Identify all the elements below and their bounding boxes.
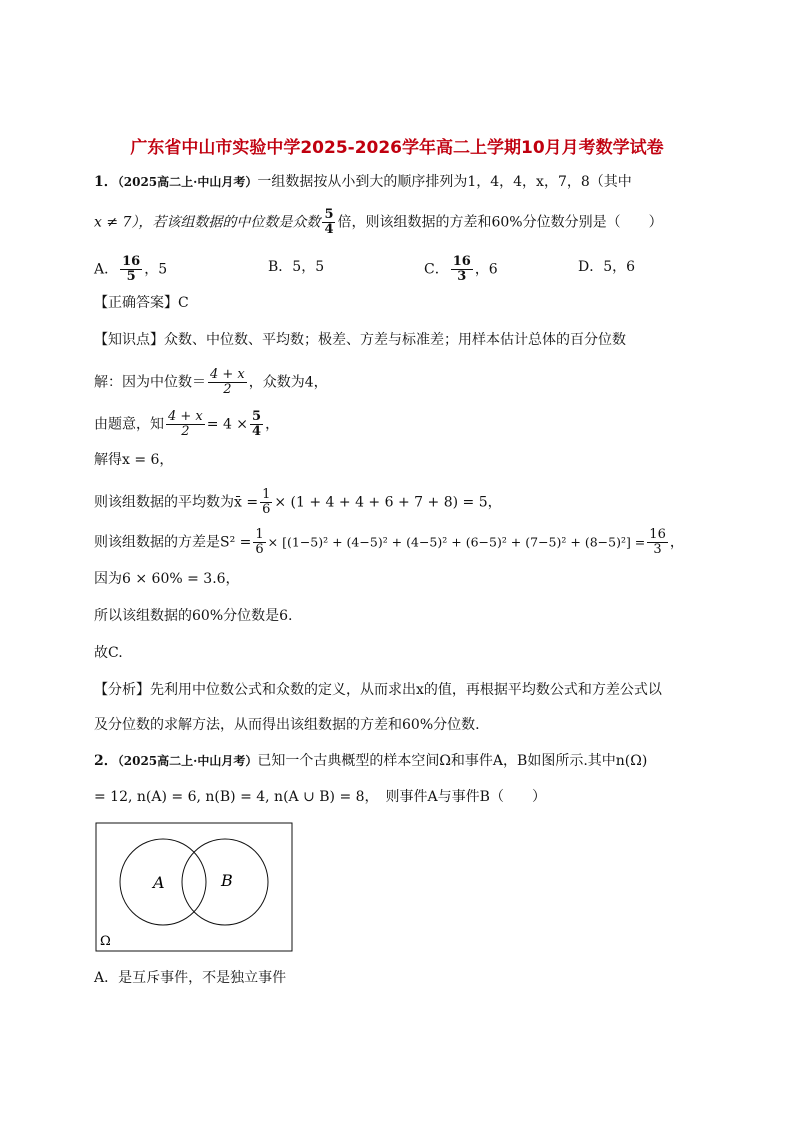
fraction-denominator: 2 (181, 424, 190, 439)
q1-solution-line6: 因为6 × 60% = 3.6， (94, 571, 240, 587)
fraction-numerator: 5 (324, 207, 334, 222)
q1-solution-line3: 解得x = 6， (94, 452, 174, 468)
venn-diagram (95, 822, 294, 953)
fraction-numerator: 1 (255, 527, 264, 542)
event-a-label: A (153, 873, 165, 892)
solution-text: × (1 + 4 + 4 + 6 + 7 + 8) = 5， (274, 494, 502, 511)
exam-title: 广东省中山市实验中学2025-2026学年高二上学期10月月考数学试卷 (130, 138, 664, 158)
option-text: 5，5 (292, 259, 325, 275)
q1-answer: 【正确答案】C (94, 295, 189, 311)
fraction-numerator: 5 (252, 409, 262, 424)
q1-solution-line7: 所以该组数据的60%分位数是6. (94, 608, 293, 624)
q1-stem-a: 一组数据按从小到大的顺序排列为1，4，4，x，7，8（其中 (257, 174, 632, 190)
solution-fraction (250, 410, 263, 439)
option-text: 5，6 (603, 259, 636, 275)
q1-option-c (424, 255, 498, 284)
solution-text: 解：因为中位数＝ (94, 374, 206, 391)
q1-source: （2025高二上·中山月考） (117, 175, 258, 189)
fraction-denominator: 6 (262, 502, 271, 517)
fraction-numerator: 4 + x (168, 409, 203, 424)
solution-fraction (647, 528, 668, 557)
q1-stem-line1 (94, 172, 632, 192)
q1-option-d (578, 256, 635, 276)
option-label: A． (94, 261, 119, 278)
q1-stem-line2 (94, 208, 663, 237)
q1-stem-b-pre: x ≠ 7），若该组数据的中位数是众数 (94, 214, 321, 231)
solution-text: 由题意，知 (94, 416, 164, 433)
q1-solution-line2 (94, 410, 279, 439)
fraction-numerator: 16 (452, 254, 471, 269)
q1-knowledge: 【知识点】众数、中位数、平均数；极差、方差与标准差；用样本估计总体的百分位数 (94, 332, 626, 348)
option-rest: ，5 (144, 261, 168, 278)
solution-fraction (260, 488, 272, 517)
q2-number: 2． (94, 753, 118, 769)
sample-space-rect (96, 823, 292, 951)
solution-fraction (253, 528, 265, 557)
omega-label: Ω (100, 934, 111, 949)
fraction-denominator: 3 (457, 269, 467, 284)
fraction-numerator: 1 (262, 487, 271, 502)
solution-fraction (166, 410, 205, 439)
fraction-denominator: 5 (126, 269, 136, 284)
option-label: C． (424, 261, 449, 278)
event-b-label: B (221, 871, 233, 890)
solution-text: ， (265, 416, 280, 433)
q2-stem-line1 (94, 751, 647, 771)
q1-number: 1． (94, 174, 118, 190)
fraction-numerator: 16 (122, 254, 141, 269)
fraction-denominator: 3 (653, 542, 662, 557)
fraction-denominator: 6 (255, 542, 264, 557)
option-label: B． (268, 259, 293, 275)
q1-solution-line4 (94, 488, 502, 517)
q1-stem-fraction (322, 208, 335, 237)
fraction-denominator: 4 (252, 424, 262, 439)
q1-solution-line8: 故C. (94, 645, 123, 661)
option-fraction (120, 255, 142, 284)
solution-text: 则该组数据的方差是S² = (94, 534, 252, 551)
fraction-denominator: 4 (324, 222, 334, 237)
q1-stem-b-post: 倍，则该组数据的方差和60%分位数分别是（ ） (337, 214, 663, 231)
q1-option-b (268, 256, 324, 276)
solution-text: ， (669, 534, 684, 551)
q2-stem-line2: = 12, n(A) = 6, n(B) = 4, n(A ∪ B) = 8， 则事件A与事件B（ ） (94, 789, 546, 805)
q2-stem-a: 已知一个古典概型的样本空间Ω和事件A，B如图所示.其中n(Ω) (257, 753, 648, 769)
q2-option-a: A．是互斥事件，不是独立事件 (94, 970, 287, 986)
fraction-numerator: 16 (649, 527, 666, 542)
q1-analysis-line1: 【分析】先利用中位数公式和众数的定义，从而求出x的值，再根据平均数公式和方差公式以 (94, 682, 662, 698)
fraction-denominator: 2 (223, 382, 232, 397)
option-label: D． (578, 259, 604, 275)
q1-solution-line1 (94, 368, 328, 397)
q1-option-a (94, 255, 167, 284)
q1-solution-line5 (94, 528, 684, 557)
fraction-numerator: 4 + x (210, 367, 245, 382)
option-fraction (451, 255, 473, 284)
solution-text: × [(1−5)² + (4−5)² + (4−5)² + (6−5)² + (7−5)² + (8−5)²] = (267, 534, 646, 550)
q1-analysis-line2: 及分位数的求解方法，从而得出该组数据的方差和60%分位数. (94, 717, 480, 733)
option-rest: ，6 (474, 261, 498, 278)
q2-source: （2025高二上·中山月考） (117, 754, 258, 768)
solution-fraction (208, 368, 247, 397)
solution-text: = 4 × (206, 416, 249, 433)
solution-text: 则该组数据的平均数为x̄ = (94, 494, 259, 511)
solution-text: ，众数为4， (248, 374, 328, 391)
